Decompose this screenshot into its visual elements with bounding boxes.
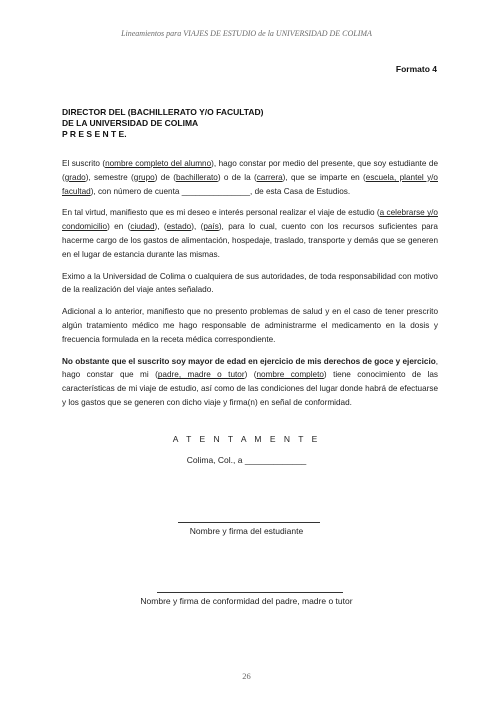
closing-atentamente: A T E N T A M E N T E: [172, 434, 321, 444]
text-run: ) tiene conocimiento de las características de mi viaje de estudio, así como de las condiciones del lugar donde habrá de efectuarse y los gastos que se generen con dicho viaje y firma(n) en señal de conformidad.: [62, 370, 438, 407]
field-country: país: [203, 222, 219, 232]
field-state: estado: [166, 222, 192, 232]
paragraph-health-statement: Adicional a lo anterior, manifiesto que no presento problemas de salud y en el caso de tener prescrito algún tratamiento médico me hago responsable de administrarme el medicamento en la dosis y frecuencia formulada en la receta médica correspondiente.: [62, 307, 438, 344]
parent-signature-line: [157, 592, 343, 593]
text-run: ), hago constar por medio del presente, que soy estudiante de (: [62, 159, 438, 182]
field-grade: grado: [64, 172, 86, 182]
text-run: ), semestre (: [85, 172, 134, 182]
running-header: Lineamientos para VIAJES DE ESTUDIO de la UNIVERSIDAD DE COLIMA: [121, 29, 372, 38]
text-run: ), (: [154, 222, 167, 232]
field-group: grupo: [133, 172, 155, 182]
field-guardian: padre, madre o tutor: [157, 370, 245, 380]
text-run: , hago constar que mi (: [62, 356, 438, 380]
text-run: ), que se imparte en (: [282, 172, 366, 182]
place-date-line: Colima, Col., a _____________: [186, 455, 307, 465]
field-student-name: nombre completo del alumno: [105, 159, 212, 168]
parent-signature-label: Nombre y firma de conformidad del padre, madre o tutor: [140, 596, 353, 606]
paragraph-liability-waiver: Eximo a la Universidad de Colima o cualquiera de sus autoridades, de toda responsabilidad con motivo de la realización del viaje antes señalado.: [62, 271, 438, 295]
text-run: ) de (: [154, 172, 176, 182]
format-label: Formato 4: [395, 64, 437, 74]
text-run: En tal virtud, manifiesto que es mi deseo e interés personal realizar el viaje de estudio (: [62, 208, 380, 218]
page-number: 26: [242, 671, 251, 681]
text-run: El suscrito (: [62, 159, 106, 168]
text-run: ), con número de cuenta _______________, de esta Casa de Estudios.: [90, 186, 351, 196]
field-career: carrera: [256, 172, 283, 182]
paragraph-guardian-consent: [62, 355, 438, 410]
field-city: ciudad: [130, 222, 155, 232]
field-bachillerato: bachillerato: [175, 172, 218, 182]
field-school: escuela, plantel y/o facultad: [62, 172, 438, 196]
paragraph-student-identification: [62, 157, 438, 198]
student-signature-line: [178, 522, 320, 523]
paragraph-trip-declaration: [62, 206, 438, 261]
addressee-line-1: DIRECTOR DEL (BACHILLERATO Y/O FACULTAD): [62, 107, 264, 117]
addressee-block: [62, 107, 263, 140]
addressee-line-3: P R E S E N T E.: [62, 129, 127, 139]
text-run: ) (: [244, 370, 257, 380]
text-run: ), para lo cual, cuento con los recursos suficientes para hacerme cargo de los gastos de alimentación, hospedaje, traslado, transporte y demás que se generen en el lugar de estancia durante las mismas.: [62, 222, 438, 259]
field-guardian-name: nombre completo: [256, 370, 324, 380]
text-run: ) en (: [107, 222, 131, 232]
letter-body: [62, 157, 438, 418]
student-signature-label: Nombre y firma del estudiante: [189, 526, 304, 536]
text-run: ), (: [191, 222, 204, 232]
field-venue: a celebrarse y/o condomicilio: [62, 208, 438, 232]
bold-statement: No obstante que el suscrito soy mayor de edad en ejercicio de mis derechos de goce y ejercicio: [62, 356, 436, 366]
addressee-line-2: DE LA UNIVERSIDAD DE COLIMA: [62, 118, 199, 128]
text-run: ) o de la (: [217, 172, 257, 182]
